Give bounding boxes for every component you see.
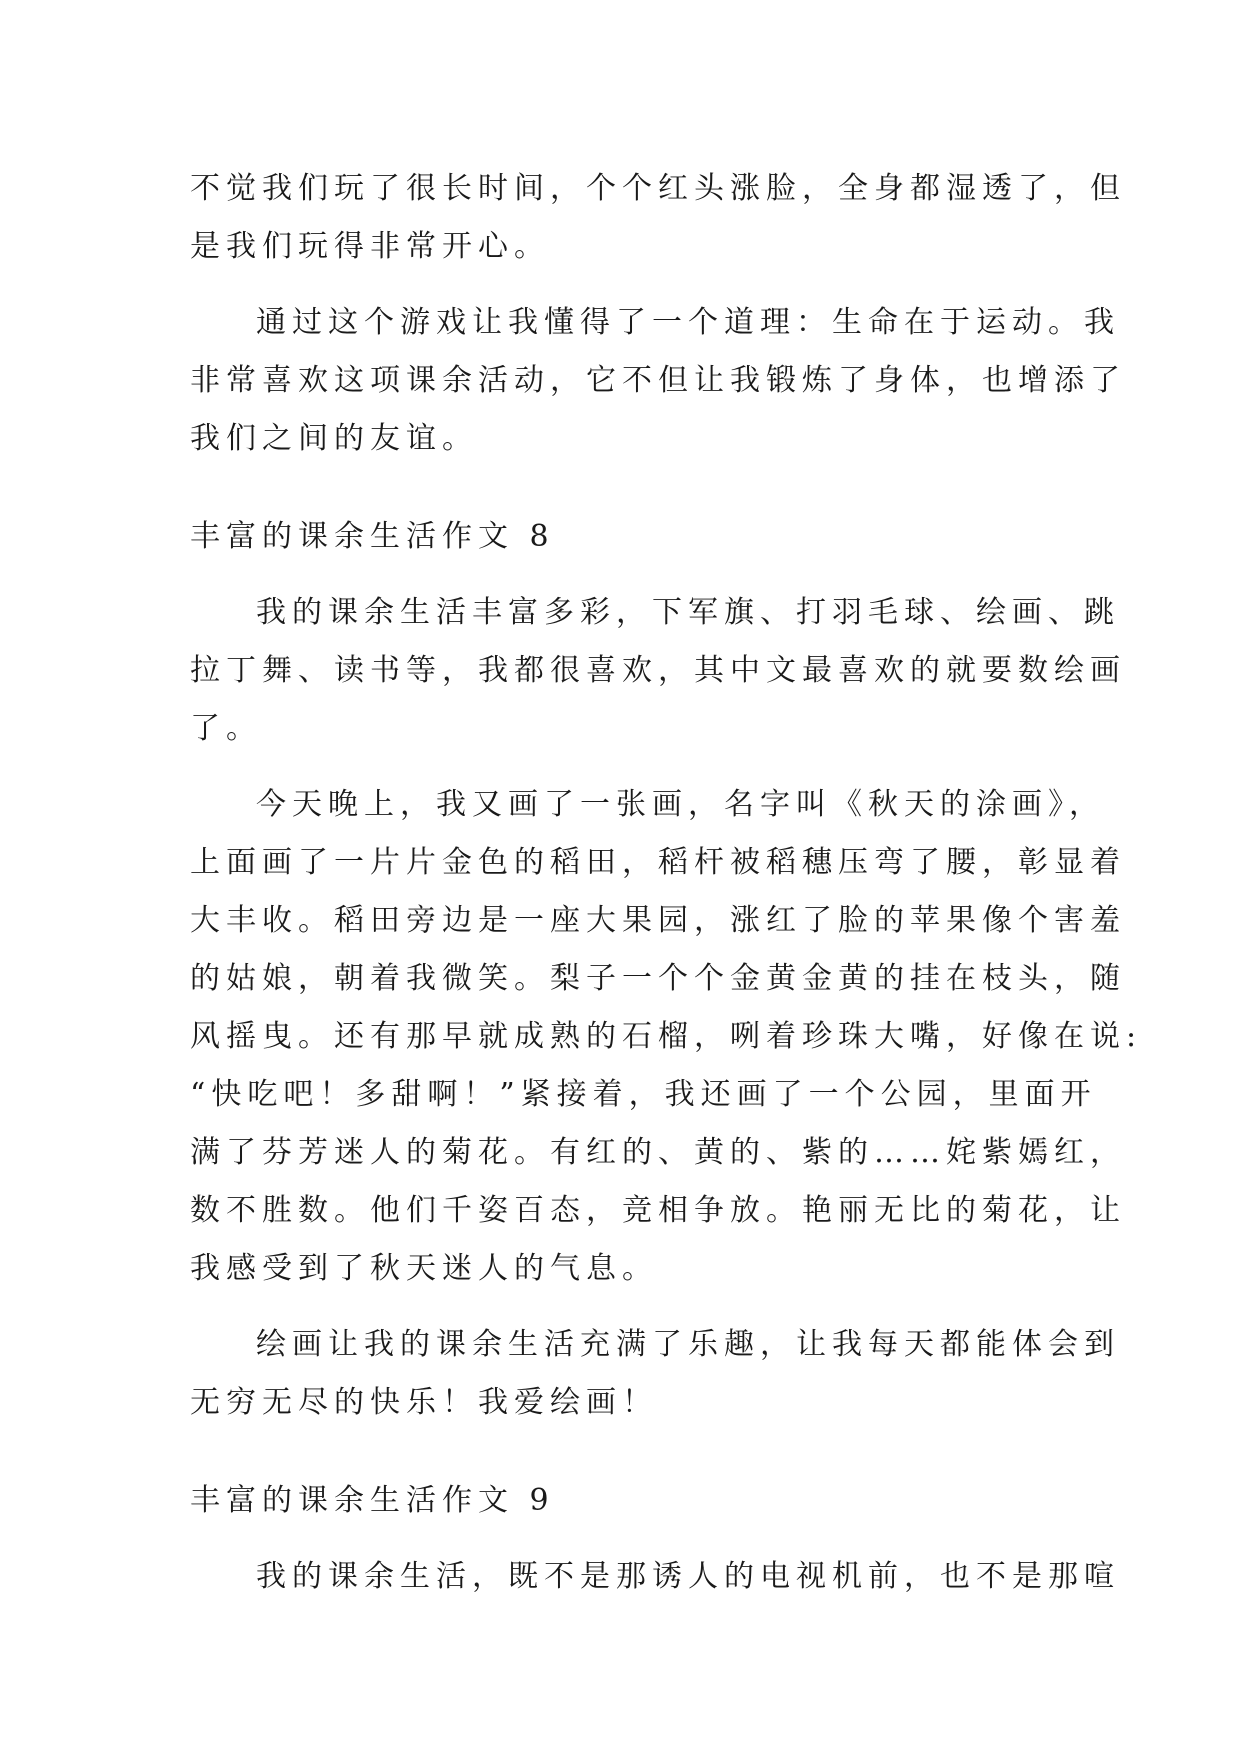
paragraph: [190, 584, 1126, 758]
document-page: [190, 160, 1143, 1606]
paragraph-gap: [190, 276, 1060, 294]
text-line: 是我们玩得非常开心。: [190, 229, 550, 264]
text-line: 今天晚上，我又画了一张画，名字叫《秋天的涂画》，: [256, 787, 1105, 822]
text-line: 非常喜欢这项课余活动，它不但让我锻炼了身体，也增添了: [190, 363, 1126, 398]
text-line: 了。: [190, 711, 262, 746]
paragraph-gap: [190, 1298, 1060, 1316]
text-line: 我的课余生活，既不是那诱人的电视机前，也不是那喧: [256, 1559, 1120, 1594]
paragraph: [190, 294, 1126, 468]
text-line: 数不胜数。他们千姿百态，竞相争放。艳丽无比的菊花，让: [190, 1193, 1126, 1228]
text-line: 我们之间的友谊。: [190, 421, 478, 456]
paragraph-gap: [190, 566, 1060, 584]
text-line: 风摇曳。还有那早就成熟的石榴，咧着珍珠大嘴，好像在说:: [190, 1019, 1143, 1054]
section-gap: [190, 1432, 1060, 1472]
text-line: 大丰收。稻田旁边是一座大果园，涨红了脸的苹果像个害羞: [190, 903, 1126, 938]
paragraph-gap: [190, 758, 1060, 776]
text-line: 上面画了一片片金色的稻田，稻杆被稻穗压弯了腰，彰显着: [190, 845, 1126, 880]
text-line: 的姑娘，朝着我微笑。梨子一个个金黄金黄的挂在枝头，随: [190, 961, 1126, 996]
section-heading: 丰富的课余生活作文 9: [190, 1483, 555, 1518]
text-line: 我感受到了秋天迷人的气息。: [190, 1251, 658, 1286]
text-line: 不觉我们玩了很长时间，个个红头涨脸，全身都湿透了，但: [190, 171, 1126, 206]
paragraph: [190, 776, 1143, 1298]
paragraph: [190, 1548, 1120, 1606]
text-line: 无穷无尽的快乐！我爱绘画！: [190, 1385, 658, 1420]
section-gap: [190, 468, 1060, 508]
text-line: 通过这个游戏让我懂得了一个道理：生命在于运动。我: [256, 305, 1120, 340]
text-line: 拉丁舞、读书等，我都很喜欢，其中文最喜欢的就要数绘画: [190, 653, 1126, 688]
paragraph: [190, 160, 1126, 276]
paragraph-gap: [190, 1530, 1060, 1548]
text-line: 满了芬芳迷人的菊花。有红的、黄的、紫的……姹紫嫣红，: [190, 1135, 1126, 1170]
paragraph: [190, 1316, 1120, 1432]
text-line: 绘画让我的课余生活充满了乐趣，让我每天都能体会到: [256, 1327, 1120, 1362]
text-line: “快吃吧！多甜啊！”紧接着，我还画了一个公园，里面开: [190, 1077, 1097, 1112]
text-line: 我的课余生活丰富多彩，下军旗、打羽毛球、绘画、跳: [256, 595, 1120, 630]
section-heading: 丰富的课余生活作文 8: [190, 519, 555, 554]
